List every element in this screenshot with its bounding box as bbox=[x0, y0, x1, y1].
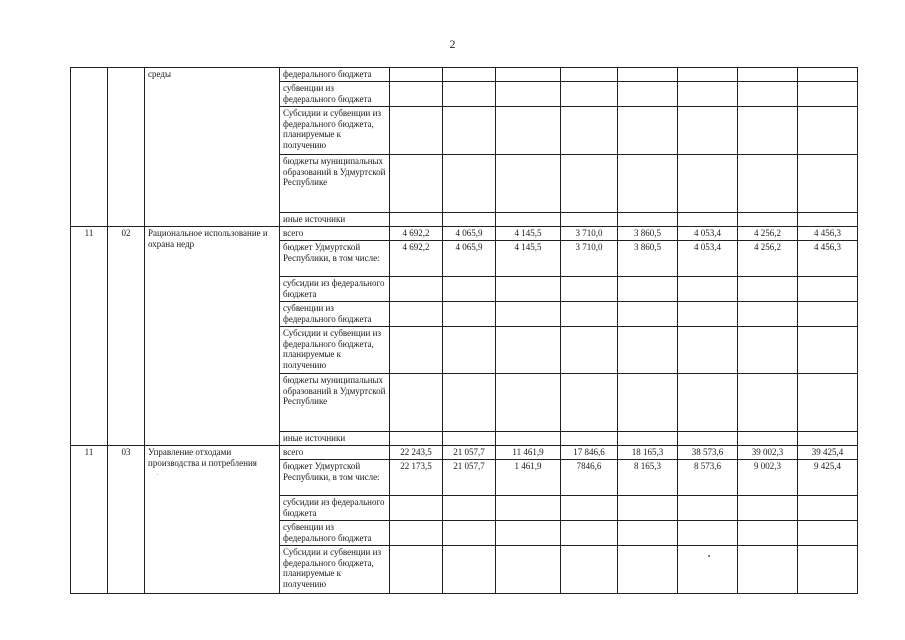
value-cell bbox=[496, 546, 561, 594]
funding-source: иные источники bbox=[280, 432, 390, 446]
value-cell bbox=[561, 521, 618, 546]
value-cell bbox=[618, 374, 678, 432]
value-cell bbox=[738, 82, 798, 107]
table-body bbox=[71, 68, 858, 594]
value-cell bbox=[496, 521, 561, 546]
value-cell bbox=[798, 277, 858, 302]
value-cell bbox=[618, 213, 678, 227]
table-row bbox=[71, 227, 858, 241]
value-cell bbox=[561, 374, 618, 432]
value-cell bbox=[798, 327, 858, 374]
value-cell bbox=[678, 432, 738, 446]
value-cell bbox=[496, 107, 561, 155]
value-cell bbox=[798, 302, 858, 327]
value-cell: 1 461,9 bbox=[496, 460, 561, 496]
section-code-1 bbox=[71, 68, 108, 227]
value-cell bbox=[618, 327, 678, 374]
value-cell bbox=[443, 521, 496, 546]
value-cell bbox=[561, 432, 618, 446]
value-cell: 4 053,4 bbox=[678, 227, 738, 241]
funding-source: субсидии из федерального бюджета bbox=[280, 496, 390, 521]
funding-source: субсидии из федерального бюджета bbox=[280, 277, 390, 302]
value-cell bbox=[798, 213, 858, 227]
value-cell bbox=[496, 277, 561, 302]
value-cell bbox=[443, 302, 496, 327]
value-cell bbox=[561, 68, 618, 82]
program-name: Рациональное использование и охрана недр bbox=[145, 227, 280, 446]
value-cell bbox=[390, 155, 443, 213]
value-cell bbox=[496, 327, 561, 374]
value-cell bbox=[561, 302, 618, 327]
value-cell: 4 145,5 bbox=[496, 227, 561, 241]
value-cell bbox=[678, 68, 738, 82]
value-cell bbox=[738, 107, 798, 155]
value-cell: 4 256,2 bbox=[738, 227, 798, 241]
value-cell bbox=[738, 327, 798, 374]
value-cell: 4 256,2 bbox=[738, 241, 798, 277]
value-cell bbox=[738, 302, 798, 327]
value-cell: 39 002,3 bbox=[738, 446, 798, 460]
value-cell bbox=[798, 432, 858, 446]
funding-source: федерального бюджета bbox=[280, 68, 390, 82]
value-cell bbox=[443, 107, 496, 155]
value-cell: 39 425,4 bbox=[798, 446, 858, 460]
value-cell bbox=[496, 213, 561, 227]
value-cell bbox=[678, 521, 738, 546]
table-row bbox=[71, 68, 858, 82]
value-cell bbox=[390, 432, 443, 446]
value-cell: 9 425,4 bbox=[798, 460, 858, 496]
value-cell: 22 243,5 bbox=[390, 446, 443, 460]
value-cell: 4 456,3 bbox=[798, 241, 858, 277]
budget-table bbox=[70, 67, 858, 594]
funding-source: бюджеты муниципальных образований в Удмуртской Республике bbox=[280, 155, 390, 213]
value-cell bbox=[678, 496, 738, 521]
scan-speck bbox=[157, 474, 158, 475]
value-cell bbox=[390, 107, 443, 155]
section-code-2: 03 bbox=[108, 446, 145, 594]
value-cell: 38 573,6 bbox=[678, 446, 738, 460]
funding-source: субвенции из федерального бюджета bbox=[280, 302, 390, 327]
value-cell bbox=[738, 155, 798, 213]
scan-speck bbox=[708, 555, 710, 557]
value-cell bbox=[390, 521, 443, 546]
value-cell bbox=[496, 374, 561, 432]
value-cell bbox=[443, 155, 496, 213]
funding-source: Субсидии и субвенции из федерального бюджета, планируемые к получению bbox=[280, 546, 390, 594]
value-cell bbox=[738, 68, 798, 82]
value-cell bbox=[561, 546, 618, 594]
program-name: Управление отходами производства и потребления bbox=[145, 446, 280, 594]
value-cell bbox=[798, 107, 858, 155]
funding-source: субвенции из федерального бюджета bbox=[280, 82, 390, 107]
value-cell bbox=[561, 277, 618, 302]
value-cell bbox=[443, 374, 496, 432]
value-cell bbox=[443, 68, 496, 82]
value-cell bbox=[496, 68, 561, 82]
value-cell: 8 573,6 bbox=[678, 460, 738, 496]
value-cell bbox=[618, 277, 678, 302]
value-cell bbox=[561, 107, 618, 155]
value-cell bbox=[390, 374, 443, 432]
value-cell: 3 710,0 bbox=[561, 227, 618, 241]
value-cell bbox=[618, 521, 678, 546]
value-cell bbox=[618, 68, 678, 82]
value-cell: 22 173,5 bbox=[390, 460, 443, 496]
value-cell bbox=[390, 302, 443, 327]
value-cell bbox=[390, 496, 443, 521]
value-cell bbox=[618, 155, 678, 213]
value-cell: 18 165,3 bbox=[618, 446, 678, 460]
value-cell bbox=[390, 277, 443, 302]
value-cell: 11 461,9 bbox=[496, 446, 561, 460]
value-cell: 17 846,6 bbox=[561, 446, 618, 460]
value-cell bbox=[798, 521, 858, 546]
value-cell bbox=[390, 546, 443, 594]
funding-source: всего bbox=[280, 227, 390, 241]
value-cell bbox=[798, 68, 858, 82]
program-name: среды bbox=[145, 68, 280, 227]
value-cell bbox=[618, 107, 678, 155]
value-cell bbox=[738, 496, 798, 521]
value-cell bbox=[678, 546, 738, 594]
value-cell bbox=[678, 277, 738, 302]
value-cell bbox=[798, 82, 858, 107]
section-code-2: 02 bbox=[108, 227, 145, 446]
value-cell: 21 057,7 bbox=[443, 446, 496, 460]
value-cell bbox=[738, 521, 798, 546]
value-cell bbox=[496, 82, 561, 107]
value-cell bbox=[678, 327, 738, 374]
value-cell bbox=[390, 82, 443, 107]
value-cell bbox=[443, 213, 496, 227]
value-cell bbox=[678, 302, 738, 327]
value-cell bbox=[561, 82, 618, 107]
value-cell: 7846,6 bbox=[561, 460, 618, 496]
value-cell bbox=[798, 374, 858, 432]
funding-source: субвенции из федерального бюджета bbox=[280, 521, 390, 546]
value-cell: 3 710,0 bbox=[561, 241, 618, 277]
value-cell bbox=[443, 496, 496, 521]
value-cell: 4 053,4 bbox=[678, 241, 738, 277]
funding-source: всего bbox=[280, 446, 390, 460]
value-cell: 4 065,9 bbox=[443, 227, 496, 241]
value-cell bbox=[390, 327, 443, 374]
value-cell bbox=[496, 302, 561, 327]
value-cell bbox=[618, 546, 678, 594]
funding-source: бюджеты муниципальных образований в Удмуртской Республике bbox=[280, 374, 390, 432]
value-cell bbox=[678, 107, 738, 155]
value-cell: 4 692,2 bbox=[390, 241, 443, 277]
value-cell bbox=[561, 155, 618, 213]
page-number: 2 bbox=[449, 37, 456, 51]
value-cell bbox=[561, 213, 618, 227]
value-cell: 4 456,3 bbox=[798, 227, 858, 241]
value-cell bbox=[738, 374, 798, 432]
value-cell: 4 145,5 bbox=[496, 241, 561, 277]
value-cell bbox=[798, 496, 858, 521]
value-cell bbox=[443, 277, 496, 302]
value-cell: 4 692,2 bbox=[390, 227, 443, 241]
value-cell bbox=[443, 327, 496, 374]
value-cell bbox=[561, 496, 618, 521]
section-code-2 bbox=[108, 68, 145, 227]
value-cell bbox=[496, 496, 561, 521]
section-code-1: 11 bbox=[71, 446, 108, 594]
funding-source: Субсидии и субвенции из федерального бюджета, планируемые к получению bbox=[280, 107, 390, 155]
value-cell bbox=[390, 68, 443, 82]
table-row bbox=[71, 446, 858, 460]
value-cell bbox=[738, 277, 798, 302]
value-cell bbox=[678, 82, 738, 107]
value-cell: 9 002,3 bbox=[738, 460, 798, 496]
funding-source: бюджет Удмуртской Республики, в том числе: bbox=[280, 241, 390, 277]
value-cell: 8 165,3 bbox=[618, 460, 678, 496]
value-cell bbox=[678, 374, 738, 432]
value-cell bbox=[390, 213, 443, 227]
value-cell: 4 065,9 bbox=[443, 241, 496, 277]
value-cell: 21 057,7 bbox=[443, 460, 496, 496]
value-cell bbox=[496, 432, 561, 446]
value-cell: 3 860,5 bbox=[618, 241, 678, 277]
value-cell bbox=[798, 546, 858, 594]
value-cell bbox=[443, 82, 496, 107]
section-code-1: 11 bbox=[71, 227, 108, 446]
funding-source: Субсидии и субвенции из федерального бюджета, планируемые к получению bbox=[280, 327, 390, 374]
value-cell bbox=[443, 546, 496, 594]
value-cell bbox=[618, 302, 678, 327]
value-cell bbox=[738, 546, 798, 594]
value-cell bbox=[678, 213, 738, 227]
value-cell bbox=[443, 432, 496, 446]
value-cell bbox=[561, 327, 618, 374]
value-cell bbox=[738, 213, 798, 227]
value-cell bbox=[496, 155, 561, 213]
funding-source: иные источники bbox=[280, 213, 390, 227]
value-cell bbox=[798, 155, 858, 213]
value-cell bbox=[678, 155, 738, 213]
value-cell bbox=[738, 432, 798, 446]
value-cell bbox=[618, 496, 678, 521]
funding-source: бюджет Удмуртской Республики, в том числе: bbox=[280, 460, 390, 496]
value-cell bbox=[618, 82, 678, 107]
value-cell: 3 860,5 bbox=[618, 227, 678, 241]
value-cell bbox=[618, 432, 678, 446]
